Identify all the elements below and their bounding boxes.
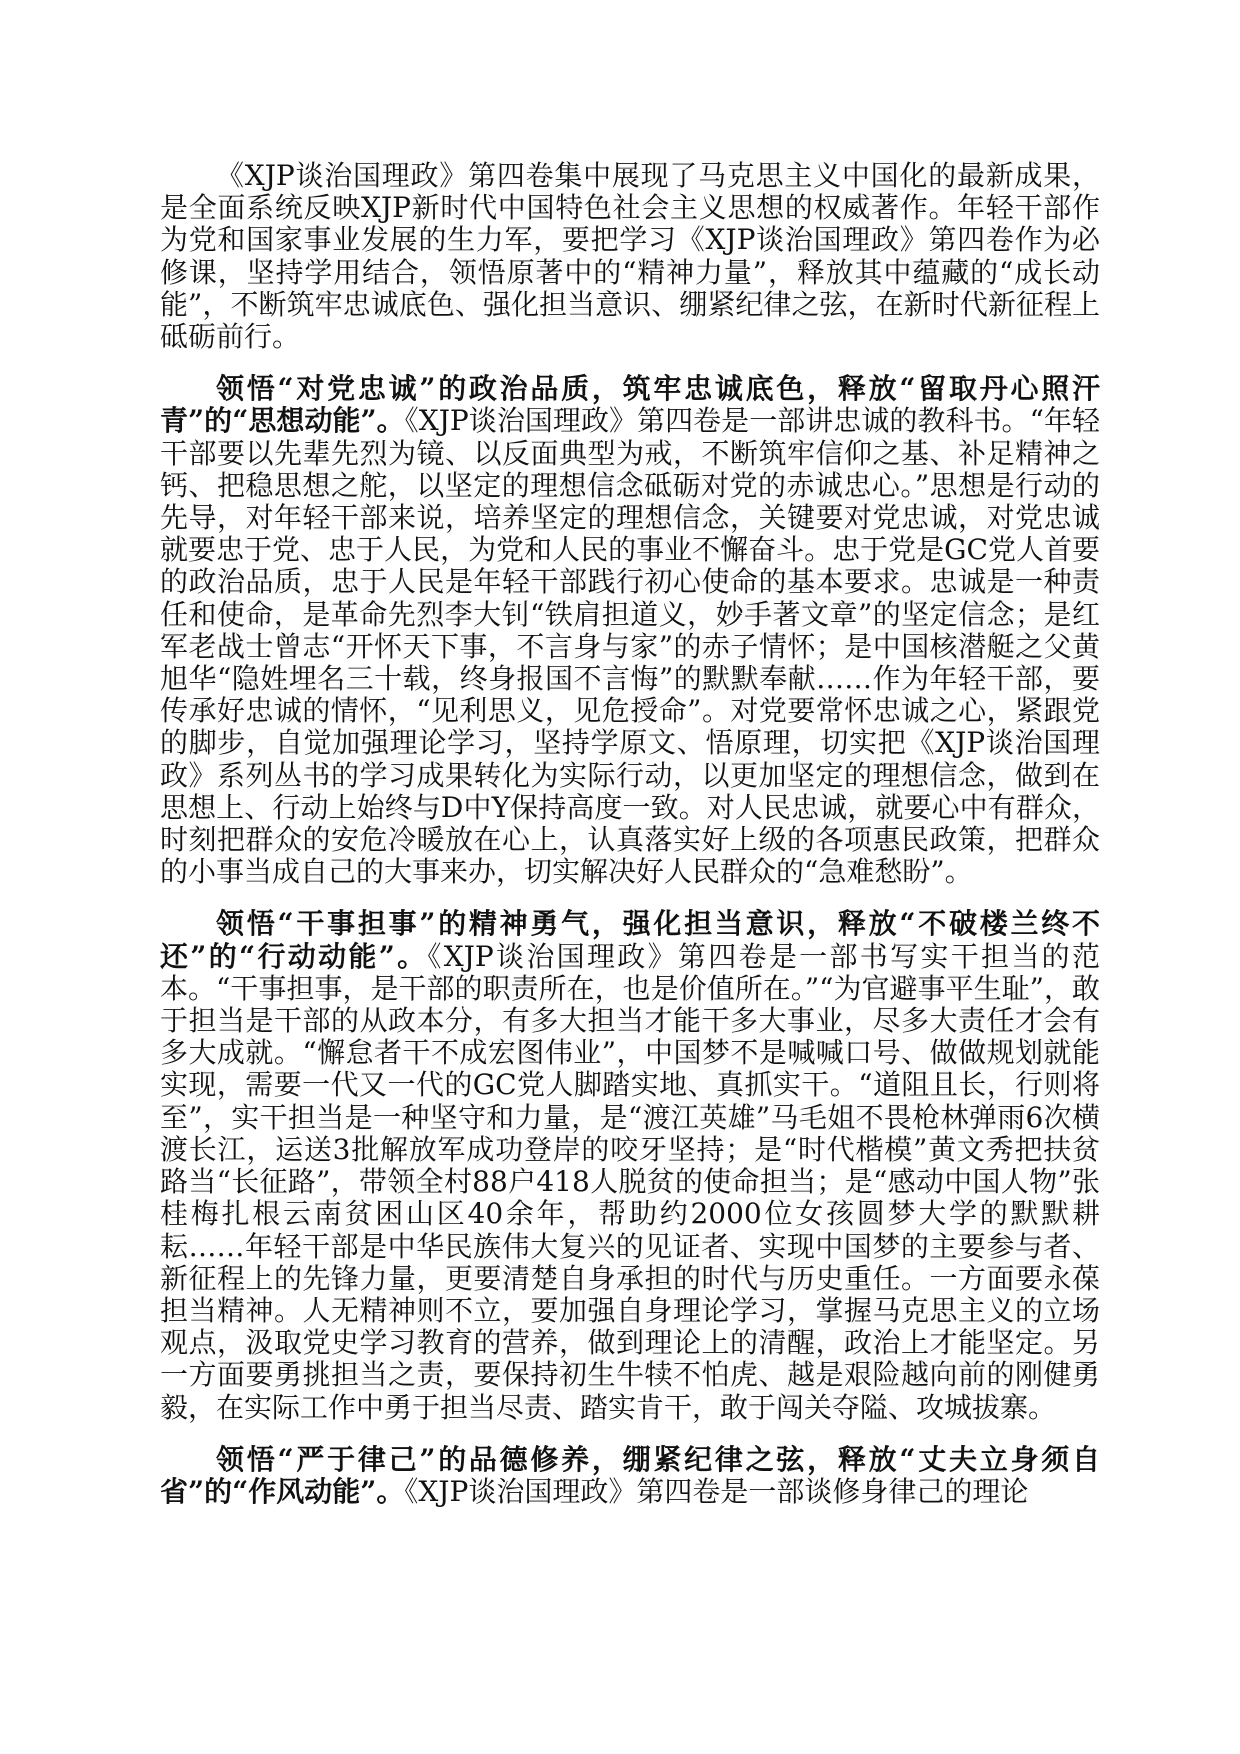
paragraph-body: 《XJP谈治国理政》第四卷是一部谈修身律己的理论 <box>404 1474 1029 1508</box>
paragraph-body: 《XJP谈治国理政》第四卷是一部讲忠诚的教科书。“年轻干部要以先辈先烈为镜、以反面典型为戒，不断筑牢信仰之基、补足精神之钙、把稳思想之舵，以坚定的理想信念砥砺对党的赤诚忠心。”思想是行动的先导，对年轻干部来说，培养坚定的理想信念，关键要对党忠诚，对党忠诚就要忠于党、忠于人民，为党和人民的事业不懈奋斗。忠于党是GC党人首要的政治品质，忠于人民是年轻干部践行初心使命的基本要求。忠诚是一种责任和使命，是革命先烈李大钊“铁肩担道义，妙手著文章”的坚定信念；是红军老战士曾志“开怀天下事，不言身与家”的赤子情怀；是中国核潜艇之父黄旭华“隐姓埋名三十载，终身报国不言悔”的默默奉献……作为年轻干部，要传承好忠诚的情怀，“见利思义，见危授命”。对党要常怀忠诚之心，紧跟党的脚步，自觉加强理论学习，坚持学原文、悟原理，切实把《XJP谈治国理政》系列丛书的学习成果转化为实际行动，以更加坚定的理想信念，做到在思想上、行动上始终与D中Y保持高度一致。对人民忠诚，就要心中有群众，时刻把群众的安危冷暖放在心上，认真落实好上级的各项惠民政策，把群众的小事当成自己的大事来办，切实解决好人民群众的“急难愁盼”。 <box>160 404 1100 889</box>
self-discipline-paragraph <box>160 1444 1100 1508</box>
paragraph-body: 《XJP谈治国理政》第四卷是一部书写实干担当的范本。“干事担事，是干部的职责所在，也是价值所在。”“为官避事平生耻”，敢于担当是干部的从政本分，有多大担当才能干多大事业，尽多大责任才会有多大成就。“懈怠者干不成宏图伟业”，中国梦不是喊喊口号、做做规划就能实现，需要一代又一代的GC党人脚踏实地、真抓实干。“道阻且长，行则将至”，实干担当是一种坚守和力量，是“渡江英雄”马毛姐不畏枪林弹雨6次横渡长江，运送3批解放军成功登岸的咬牙坚持；是“时代楷模”黄文秀把扶贫路当“长征路”，带领全村88户418人脱贫的使命担当；是“感动中国人物”张桂梅扎根云南贫困山区40余年，帮助约2000位女孩圆梦大学的默默耕耘……年轻干部是中华民族伟大复兴的见证者、实现中国梦的主要参与者、新征程上的先锋力量，更要清楚自身承担的时代与历史重任。一方面要永葆担当精神。人无精神则不立，要加强自身理论学习，掌握马克思主义的立场观点，汲取党史学习教育的营养，做到理论上的清醒，政治上才能坚定。另一方面要勇挑担当之责，要保持初生牛犊不怕虎、越是艰险越向前的刚健勇毅，在实际工作中勇于担当尽责、踏实肯干，敢于闯关夺隘、攻城拔寨。 <box>160 939 1100 1424</box>
paragraph-lead: 领悟“严于律己”的品德修养，绷紧纪律之弦，释放“丈夫立身须自省”的“作风动能”。 <box>160 1442 1100 1508</box>
paragraph-body: 《XJP谈治国理政》第四卷集中展现了马克思主义中国化的最新成果，是全面系统反映XJP新时代中国特色社会主义思想的权威著作。年轻干部作为党和国家事业发展的生力军，要把学习《XJP谈治国理政》第四卷作为必修课，坚持学用结合，领悟原著中的“精神力量”，释放其中蕴藏的“成长动能”，不断筑牢忠诚底色、强化担当意识、绷紧纪律之弦，在新时代新征程上砥砺前行。 <box>160 159 1100 354</box>
paragraph-lead: 领悟“干事担事”的精神勇气，强化担当意识，释放“不破楼兰终不还”的“行动动能”。 <box>160 907 1100 973</box>
document-page <box>160 160 1100 1528</box>
intro-paragraph <box>160 160 1100 353</box>
paragraph-lead: 领悟“对党忠诚”的政治品质，筑牢忠诚底色，释放“留取丹心照汗青”的“思想动能”。 <box>160 372 1100 438</box>
responsibility-paragraph <box>160 908 1100 1423</box>
loyalty-paragraph <box>160 373 1100 888</box>
